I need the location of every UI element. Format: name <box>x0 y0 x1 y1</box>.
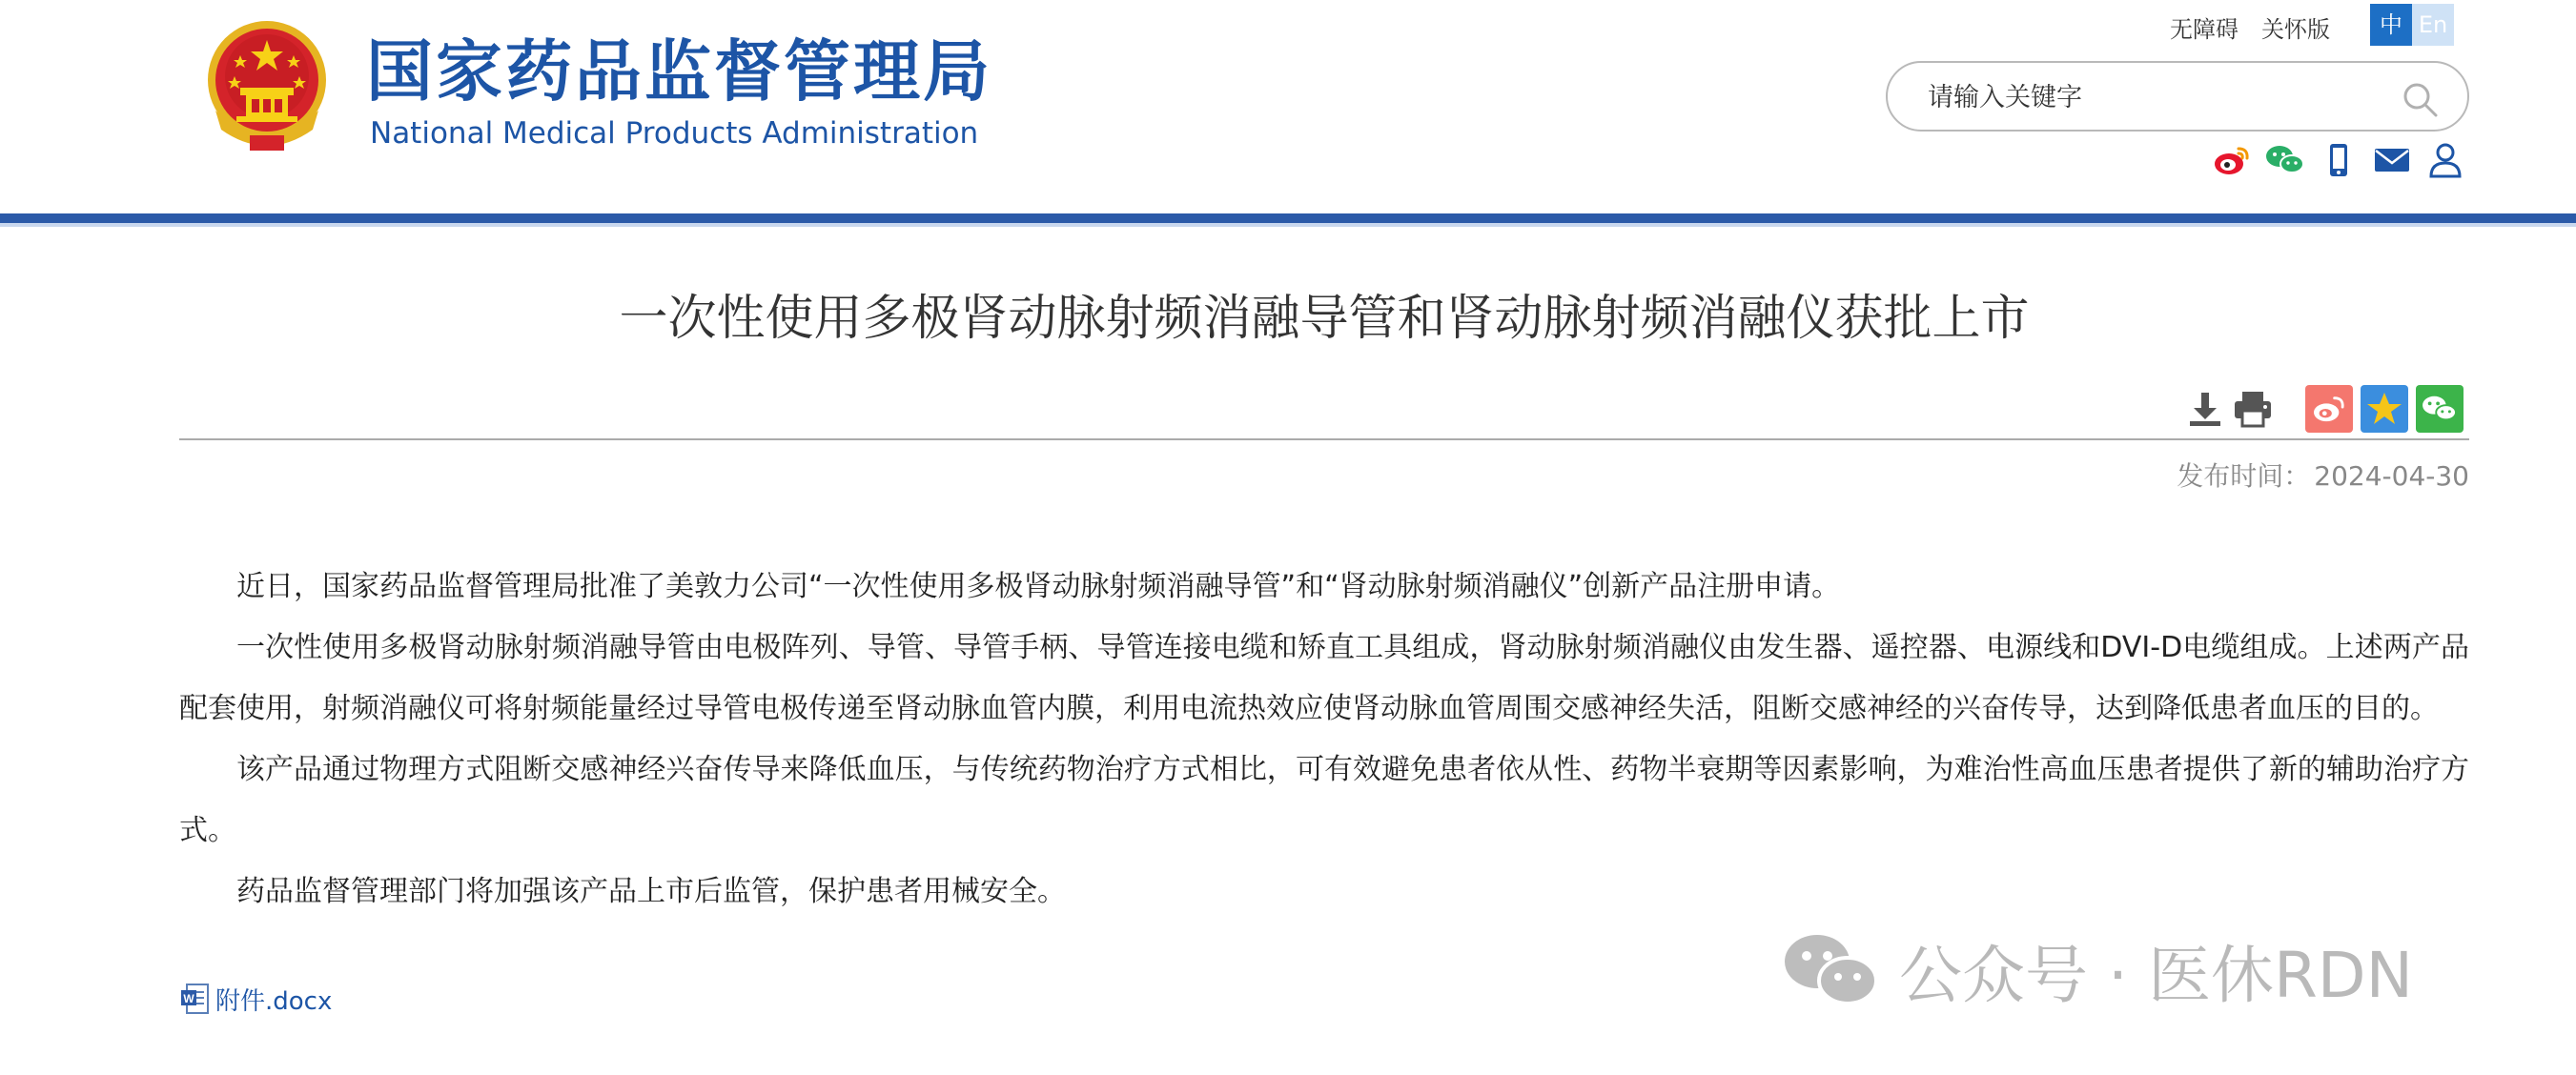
header-divider-bar <box>0 213 2576 223</box>
watermark-text: 公众号 · 医休RDN <box>1899 938 2413 1012</box>
user-icon[interactable] <box>2425 140 2465 180</box>
language-en-button[interactable]: En <box>2412 4 2454 46</box>
search-input[interactable] <box>1926 76 2383 118</box>
weibo-share-icon[interactable] <box>2305 385 2353 433</box>
article-body <box>179 557 2469 923</box>
language-zh-button[interactable]: 中 <box>2370 4 2412 46</box>
publish-date <box>2177 457 2469 496</box>
language-switch <box>2370 4 2454 46</box>
accessibility-link[interactable]: 无障碍 <box>2170 15 2239 43</box>
care-mode-link[interactable]: 关怀版 <box>2261 15 2330 43</box>
social-icons <box>2212 139 2465 181</box>
mobile-icon[interactable] <box>2319 140 2359 180</box>
share-group <box>2305 385 2464 433</box>
article-paragraph: 一次性使用多极肾动脉射频消融导管由电极阵列、导管、导管手柄、导管连接电缆和矫直工具组成，肾动脉射频消融仪由发生器、遥控器、电源线和DVI-D电缆组成。上述两产品配套使用，射频消融仪可将射频能量经过导管电极传递至肾动脉血管内膜，利用电流热效应使肾动脉血管周围交感神经失活，阻断交感神经的兴奋传导，达到降低患者血压的目的。 <box>179 631 2469 725</box>
top-links <box>2170 8 2330 46</box>
favorite-share-icon[interactable] <box>2361 385 2408 433</box>
article-paragraph: 药品监督管理部门将加强该产品上市后监管，保护患者用械安全。 <box>236 875 1066 908</box>
attachment-link[interactable] <box>179 980 332 1018</box>
site-header <box>0 0 2576 213</box>
publish-date-label: 发布时间： <box>2177 460 2311 492</box>
watermark <box>1781 926 2413 1012</box>
wechat-share-icon[interactable] <box>2416 385 2464 433</box>
header-divider-bar-light <box>0 223 2576 227</box>
word-document-icon <box>179 983 212 1015</box>
weibo-icon[interactable] <box>2212 140 2252 180</box>
svg-text:W: W <box>183 992 194 1005</box>
site-title-en[interactable]: National Medical Products Administration <box>370 116 979 151</box>
print-icon[interactable] <box>2229 385 2277 433</box>
search-box <box>1886 61 2469 132</box>
article-paragraph: 该产品通过物理方式阻断交感神经兴奋传导来降低血压，与传统药物治疗方式相比，可有效避免患者依从性、药物半衰期等因素影响，为难治性高血压患者提供了新的辅助治疗方式。 <box>179 753 2469 847</box>
mail-icon[interactable] <box>2372 140 2412 180</box>
publish-date-value: 2024-04-30 <box>2314 460 2469 492</box>
attachment-label: 附件.docx <box>215 986 333 1016</box>
wechat-icon[interactable] <box>2265 140 2305 180</box>
article-tools <box>2181 383 2464 435</box>
download-icon[interactable] <box>2181 385 2229 433</box>
national-emblem-logo[interactable] <box>202 19 332 154</box>
wechat-watermark-icon <box>1781 929 1882 1009</box>
article-title: 一次性使用多极肾动脉射频消融导管和肾动脉射频消融仪获批上市 <box>619 291 2030 347</box>
article-paragraph: 近日，国家药品监督管理局批准了美敦力公司“一次性使用多极肾动脉射频消融导管”和“肾动脉射频消融仪”创新产品注册申请。 <box>236 570 1841 603</box>
title-divider <box>179 438 2469 440</box>
site-title-cn[interactable]: 国家药品监督管理局 <box>366 32 992 111</box>
search-icon[interactable] <box>2401 80 2439 118</box>
